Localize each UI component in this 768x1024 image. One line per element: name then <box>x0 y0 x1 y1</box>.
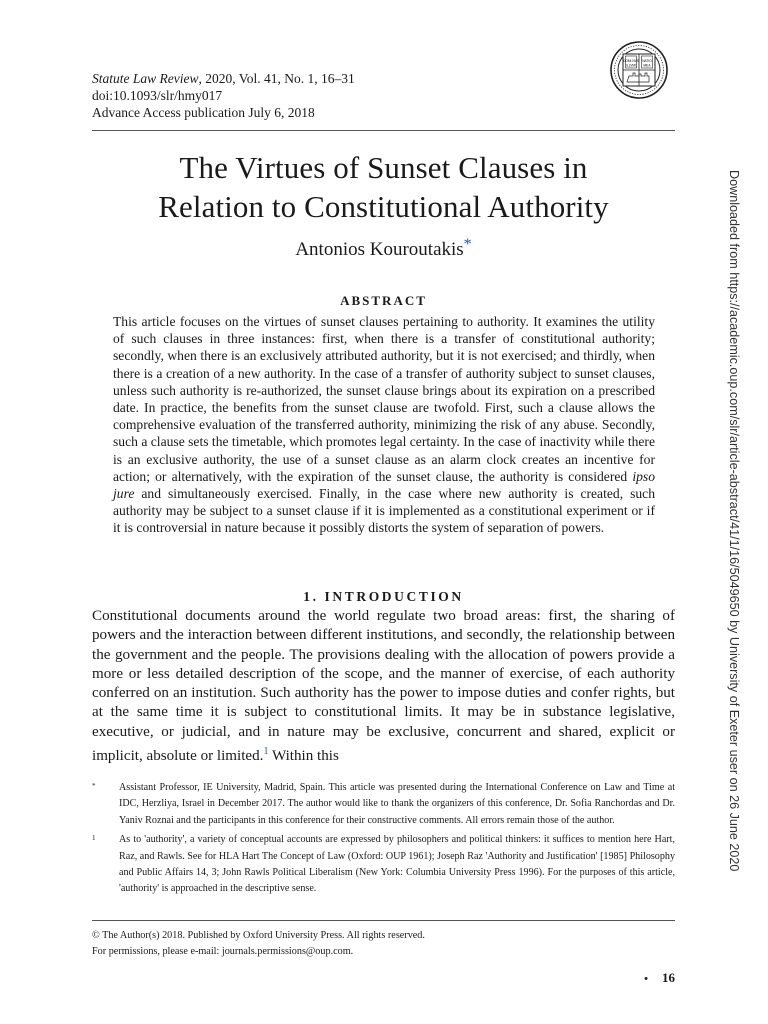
journal-name: Statute Law Review <box>92 71 199 86</box>
citation-details: , 2020, Vol. 41, No. 1, 16–31 <box>198 71 355 86</box>
title-line: Relation to Constitutional Authority <box>158 189 609 224</box>
footnote-text: Assistant Professor, IE University, Madrid, Spain. This article was presented during the International Conference on Law and Time at IDC, Herzliya, Israel in December 2017. The author would like to thank the organizers of this conference, Dr. Sofia Ranchordas and Dr. Yaniv Roznai and the participants in this conference for their constructive comments. All errors remain those of the author. <box>119 782 675 826</box>
access-date: Advance Access publication July 6, 2018 <box>92 105 315 120</box>
logo-text: NATIO <box>642 59 652 63</box>
footnote <box>92 832 675 898</box>
header-rule <box>92 130 675 131</box>
abstract-text <box>113 313 655 537</box>
journal-citation <box>92 70 355 87</box>
article-title <box>92 148 675 226</box>
permissions-line: For permissions, please e-mail: journals.permissions@oup.com. <box>92 946 354 957</box>
body-text: Constitutional documents around the world regulate two broad areas: first, the sharing of powers and the interaction between different institutions, and secondly, the relationship between the government and the people. The provisions dealing with the allocation of powers provide a more or less detailed description of the scope, and the manner of exercise, of each authority conferred on an institution. Such authority has the power to impose duties and confer rights, but at the same time it is subject to constitutional limits. It may be in substance legislative, executive, or judicial, and in nature may be exclusive, concurrent and shared, explicit or implicit, absolute or limited. <box>92 608 675 765</box>
copyright-notice <box>92 928 425 960</box>
abstract-part: and simultaneously exercised. Finally, in the case where new authority is created, such authority may be subject to a sunset clause if it is implemented as a constitutional experiment or if it is controversial in nature because it possibly distorts the system of separation of powers. <box>113 486 655 536</box>
body-text-continued: Within this <box>268 748 339 765</box>
logo-text: DOMI NVS <box>623 59 639 63</box>
journal-header <box>92 70 355 121</box>
body-paragraph <box>92 607 675 766</box>
author-line <box>92 236 675 261</box>
abstract-italic-term: ipso jure <box>113 468 655 502</box>
logo-text: MEA <box>643 63 651 68</box>
section-heading: 1. INTRODUCTION <box>303 589 464 604</box>
abstract-heading: ABSTRACT <box>340 293 427 308</box>
footnote-mark: 1 <box>92 834 96 843</box>
footnote-ref-1[interactable]: 1 <box>263 746 269 758</box>
footnote-mark: * <box>92 782 96 790</box>
page-number-value: 16 <box>662 970 675 985</box>
title-line: The Virtues of Sunset Clauses in <box>179 150 588 185</box>
bullet-dot: • <box>644 973 648 985</box>
author-name: Antonios Kouroutakis <box>295 239 464 260</box>
doi[interactable]: doi:10.1093/slr/hmy017 <box>92 88 223 103</box>
abstract-part: This article focuses on the virtues of sunset clauses pertaining to authority. It examines the utility of such clauses in three instances: first, when there is a transfer of constitutional authority; secondly, when there is an exclusively attributed authority, but it is not exercised; and thirdly, when there is a creation of a new authority. In the case of a transfer of authority subject to sunset clauses, unless such authority is re-authorized, the sunset clause brings about its expiration on a prescribed date. In practice, the benefits from the sunset clause are twofold. First, such a clause allows the comprehensive evaluation of the transferred authority, minimizing the risk of any abuse. Secondly, such a clause sets the timetable, which promotes legal certainty. In the case of inactivity while there is an exclusive authority, the use of a sunset clause as an alarm clock creates an incentive for action; or alternatively, with the expiration of the sunset clause, the authority is considered <box>113 314 655 484</box>
oxford-crest-logo <box>609 40 669 100</box>
footnote-text: As to 'authority', a variety of conceptual accounts are expressed by philosophers and political thinkers: it suffices to mention here Hart, Raz, and Rawls. See for HLA Hart The Concept of Law (Oxford: OUP 1961); Joseph Raz 'Authority and Justification' [1985] Philosophy and Public Affairs 14, 3; John Rawls Political Liberalism (New York: Columbia University Press 1996). For the purposes of this article, 'authority' is approached in the descriptive sense. <box>119 834 675 895</box>
side-note-text: Downloaded from https://academic.oup.com/slr/article-abstract/41/1/16/5049650 by University of Exeter user on 26 June 2020 <box>727 170 741 872</box>
footnotes <box>92 780 675 898</box>
footnote <box>92 780 675 829</box>
page-number <box>644 970 675 986</box>
author-footnote-link[interactable]: * <box>463 236 472 253</box>
logo-text: ILLVMI <box>626 63 636 68</box>
footer-rule <box>92 920 675 921</box>
copyright-line: © The Author(s) 2018. Published by Oxford University Press. All rights reserved. <box>92 930 425 941</box>
